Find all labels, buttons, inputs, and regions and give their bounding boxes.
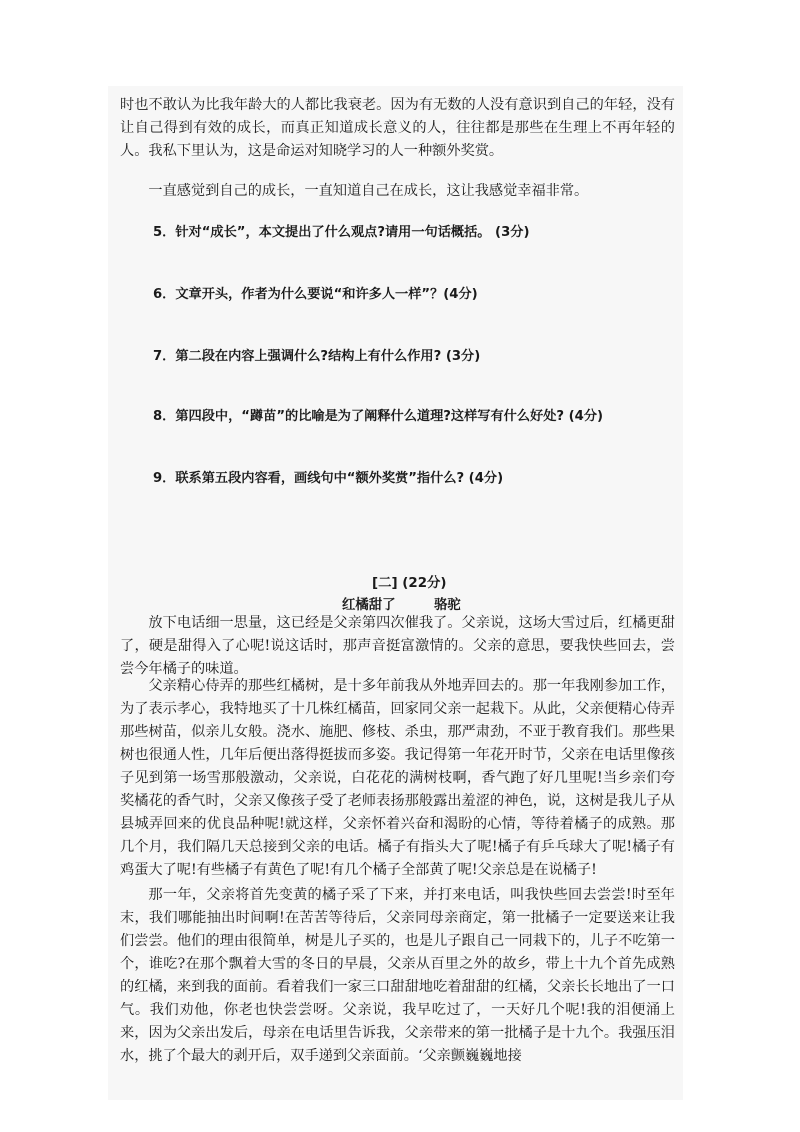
- question-5: 5．针对“成长”，本文提出了什么观点?请用一句话概括。 (3分): [153, 225, 530, 240]
- question-8: 8．第四段中，“蹲苗”的比喻是为了阐释什么道理?这样写有什么好处? (4分): [153, 409, 604, 424]
- passage1-last-paragraph: 一直感觉到自己的成长，一直知道自己在成长，这让我感觉幸福非常。: [148, 183, 589, 199]
- passage1-paragraph-end: 时也不敢认为比我年龄大的人都比我衰老。因为有无数的人没有意识到自己的年轻，没有让自己得到有效的成长，而真正知道成长意义的人，往往都是那些在生理上不再年轻的人。我私下里认为，这是命运对知晓学习的人一种额外奖赏。: [120, 97, 675, 159]
- article-title: 红橘甜了: [342, 598, 396, 613]
- article-paragraph-2: 父亲精心侍弄的那些红橘树，是十多年前我从外地弄回去的。那一年我刚参加工作，为了表示孝心，我特地买了十几株红橘苗，回家同父亲一起栽下。从此，父亲便精心侍弄那些树苗，似亲儿女般。浇水、施肥、修枝、杀虫，那严肃劲，不亚于教育我们。那些果树也很通人性，几年后便出落得挺拔而多姿。我记得第一年花开时节，父亲在电话里像孩子见到第一场雪那般激动，父亲说，白花花的满树枝啊，香气跑了好几里呢!当乡亲们夸奖橘花的香气时，父亲又像孩子受了老师表扬那般露出羞涩的神色，说，这树是我儿子从县城弄回来的优良品种呢!就这样，父亲怀着兴奋和渴盼的心情，等待着橘子的成熟。那几个月，我们隔几天总接到父亲的电话。橘子有指头大了呢!橘子有乒乓球大了呢!橘子有鸡蛋大了呢!有些橘子有黄色了呢!有几个橘子全部黄了呢!父亲总是在说橘子!: [120, 678, 675, 878]
- article-author: 骆驼: [434, 598, 461, 613]
- article-paragraph-3: 那一年，父亲将首先变黄的橘子采了下来，并打来电话，叫我快些回去尝尝!时至年末，我们哪能抽出时间啊!在苦苦等待后，父亲同母亲商定，第一批橘子一定要送来让我们尝尝。他们的理由很简单，树是儿子买的，也是儿子跟自己一同栽下的，儿子不吃第一个，谁吃?在那个飘着大雪的冬日的早晨，父亲从百里之外的故乡，带上十九个首先成熟的红橘，来到我的面前。看着我们一家三口甜甜地吃着甜甜的红橘，父亲长长地出了一口气。我们劝他，你老也快尝尝呀。父亲说，我早吃过了，一天好几个呢!我的泪便涌上来，因为父亲出发后，母亲在电话里告诉我，父亲带来的第一批橘子是十九个。我强压泪水，挑了个最大的剥开后，双手递到父亲面前。‘父亲颤巍巍地接: [120, 887, 675, 1064]
- article-paragraph-1: 放下电话细一思量，这已经是父亲第四次催我了。父亲说，这场大雪过后，红橘更甜了，硬是甜得入了心呢!说这话时，那声音挺富激情的。父亲的意思，要我快些回去，尝尝今年橘子的味道。: [120, 615, 675, 677]
- section-heading: [二] (22分): [372, 576, 447, 591]
- question-7: 7．第二段在内容上强调什么?结构上有什么作用? (3分): [153, 349, 481, 364]
- question-9: 9．联系第五段内容看，画线句中“额外奖赏”指什么? (4分): [153, 471, 504, 486]
- question-6: 6．文章开头，作者为什么要说“和许多人一样”？(4分): [153, 287, 478, 302]
